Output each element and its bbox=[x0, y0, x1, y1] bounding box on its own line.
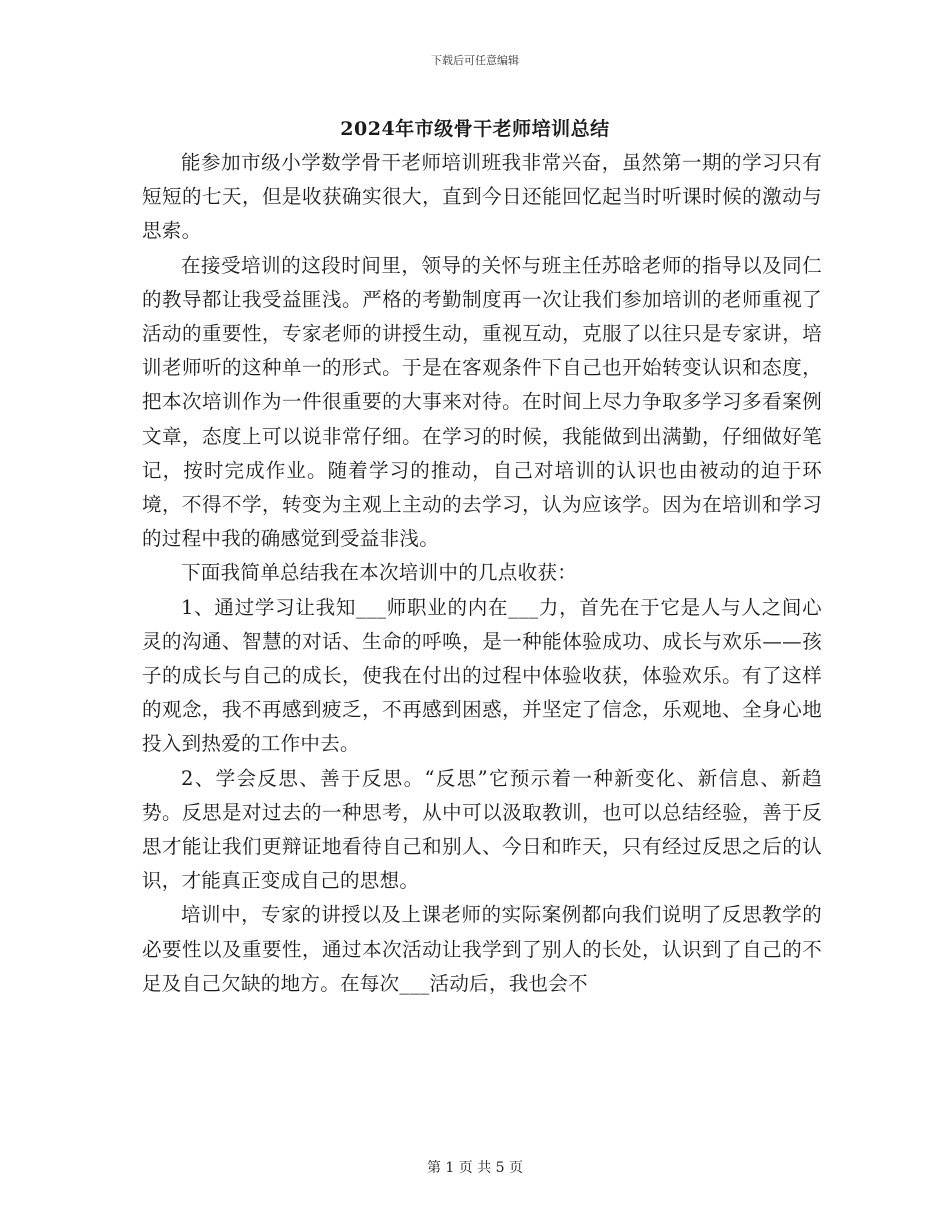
document-title: 2024年市级骨干老师培训总结 bbox=[340, 118, 610, 140]
paragraph-2: 在接受培训的这段时间里，领导的关怀与班主任苏晗老师的指导以及同仁的教导都让我受益匪浅。严格的考勤制度再一次让我们参加培训的老师重视了活动的重要性，专家老师的讲授生动，重视互动，克服了以往只是专家讲，培训老师听的这种单一的形式。于是在客观条件下自己也开始转变认识和态度，把本次培训作为一件很重要的大事来对待。在时间上尽力争取多学习多看案例文章，态度上可以说非常仔细。在学习的时候，我能做到出满勤，仔细做好笔记，按时完成作业。随着学习的推动，自己对培训的认识也由被动的迫于环境，不得不学，转变为主观上主动的去学习，认为应该学。因为在培训和学习的过程中我的确感觉到受益非浅。 bbox=[142, 253, 822, 551]
paragraph-3: 下面我简单总结我在本次培训中的几点收获： bbox=[181, 561, 578, 585]
page-number: 第 1 页 共 5 页 bbox=[426, 1160, 524, 1176]
paragraph-6: 培训中，专家的讲授以及上课老师的实际案例都向我们说明了反思教学的必要性以及重要性，通过本次活动让我学到了别人的长处，认识到了自己的不足及自己欠缺的地方。在每次___活动后，我也会不 bbox=[142, 903, 822, 995]
document-body bbox=[142, 146, 822, 1001]
paragraph-5: 2、学会反思、善于反思。“反思”它预示着一种新变化、新信息、新趋势。反思是对过去的一种思考，从中可以汲取教训，也可以总结经验，善于反思才能让我们更辩证地看待自己和别人、今日和昨天，只有经过反思之后的认识，才能真正变成自己的思想。 bbox=[142, 766, 822, 893]
paragraph-4: 1、通过学习让我知___师职业的内在___力，首先在于它是人与人之间心灵的沟通、智慧的对话、生命的呼唤，是一种能体验成功、成长与欢乐——孩子的成长与自己的成长，使我在付出的过程中体验收获，体验欢乐。有了这样的观念，我不再感到疲乏，不再感到困惑，并坚定了信念，乐观地、全身心地投入到热爱的工作中去。 bbox=[142, 595, 822, 756]
paragraph-1: 能参加市级小学数学骨干老师培训班我非常兴奋，虽然第一期的学习只有短短的七天，但是收获确实很大，直到今日还能回忆起当时听课时候的激动与思索。 bbox=[142, 151, 822, 243]
header-note: 下载后可任意编辑 bbox=[431, 54, 519, 67]
